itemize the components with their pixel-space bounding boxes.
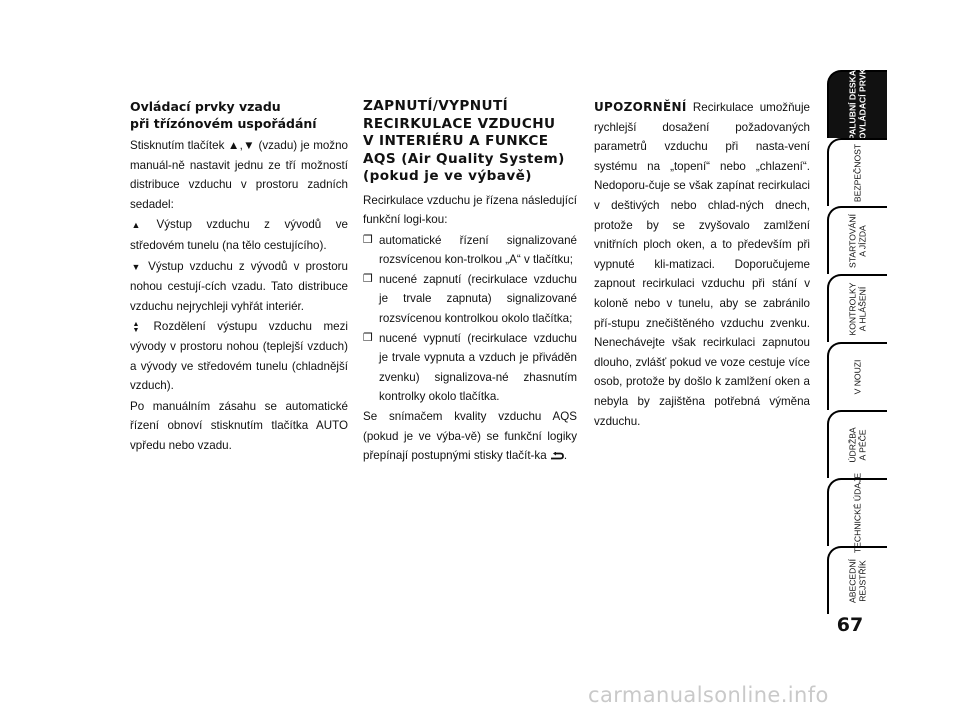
sidebar-tab-palubni-deska[interactable]	[827, 62, 887, 148]
recirculation-icon	[550, 452, 564, 460]
sidebar-tab-label: ÚDRŽBA A PÉČE	[847, 427, 867, 463]
down-option-paragraph	[130, 257, 348, 317]
column-rear-controls	[130, 98, 348, 457]
outro-text: Se snímačem kvality vzduchu AQS (pokud je ve výba-vě) se funkční logiky přepínají postupnými stisky tlačít-ka	[363, 410, 577, 463]
bullet-text: nucené vypnutí (recirkulace vzduchu je trvale vypnuta a vzduch je přiváděn zvenku) signalizova-né zhasnutím kontrolky okolo tlačítka.	[379, 331, 577, 404]
sidebar-tab-kontrolky[interactable]	[827, 274, 887, 342]
triangle-up-down-icon: ▲ ▼	[132, 321, 140, 335]
heading-line: při třízónovém uspořádání	[130, 116, 317, 131]
sidebar-tab-abecedni-rejstrik[interactable]	[827, 546, 887, 614]
warning-paragraph	[594, 98, 810, 431]
heading-line: RECIRKULACE VZDUCHU	[363, 115, 556, 132]
heading-line: ZAPNUTÍ/VYPNUTÍ	[363, 98, 509, 114]
checkbox-bullet-icon: ❒	[363, 233, 373, 246]
sidebar-tab-label: STARTOVÁNÍ A JÍZDA	[847, 214, 867, 268]
recirculation-heading	[363, 98, 577, 186]
heading-line: AQS (Air Quality System)	[363, 150, 565, 167]
bullet-text: nucené zapnutí (recirkulace vzduchu je trvale zapnuta) signalizované rozsvícenou kontrolkou okolo tlačítka;	[379, 272, 577, 326]
sidebar-tab-bezpecnost[interactable]	[827, 138, 887, 206]
sidebar-tab-label: BEZPEČNOST	[852, 143, 863, 203]
rear-controls-heading	[130, 98, 348, 132]
column-recirculation	[363, 98, 577, 467]
list-item	[363, 231, 577, 270]
down-option-text: Výstup vzduchu z vývodů v prostoru nohou cestují-cích vzadu. Tato distribuce vzduchu nejrychleji vyhřát interiér.	[130, 259, 348, 313]
warning-text: Recirkulace umožňuje rychlejší dosažení požadovaných parametrů vzduchu při nasta-vení systému na „topení“ nebo „chlazení“. Nedoporu-čuje se však zapínat recirkulaci v deštivých nebo chlad-ných dnech, protože by se zvyšovalo zamlžení vnitřních ploch oken, a to především při vypnuté kli-matizaci. Doporučujeme zapnout recirkulaci vzduchu při stání v koloně nebo v tunelu, aby se zabránilo pří-stupu znečištěného vzduchu zvenku. Nenechávejte však recirkulaci zapnutou dlouho, zvlášť pokud ve voze cestuje více osob, protože by došlo k zamlžení oken a nebyla by zajištěna potřebná výměna vzduchu.	[594, 101, 810, 428]
updown-option-text: Rozdělení výstupu vzduchu mezi vývody v prostoru nohou (teplejší vzduch) a vývody ve středovém tunelu (chladnější vzduch).	[130, 320, 348, 393]
checkbox-bullet-icon: ❒	[363, 331, 373, 344]
recirculation-intro: Recirkulace vzduchu je řízena následující funkční logi-kou:	[363, 193, 577, 227]
sidebar-tab-label: PALUBNÍ DESKA A OVLÁDACÍ PRVKY	[847, 62, 867, 148]
sidebar-tab-udrzba[interactable]	[827, 410, 887, 478]
list-item	[363, 329, 577, 407]
sidebar-tab-v-nouzi[interactable]	[827, 342, 887, 410]
sidebar-tab-startovani[interactable]	[827, 206, 887, 274]
checkbox-bullet-icon: ❒	[363, 272, 373, 285]
heading-line: (pokud je ve výbavě)	[363, 168, 532, 184]
recirculation-bullet-list	[363, 231, 577, 407]
column-warning	[594, 98, 810, 432]
triangle-down-icon: ▼	[131, 261, 141, 272]
watermark: carmanualsonline.info	[588, 683, 829, 707]
sidebar-tab-label: KONTROLKY A HLÁŠENÍ	[847, 282, 867, 336]
rear-controls-outro: Po manuálním zásahu se automatické řízení obnoví stisknutím tlačítka AUTO vpředu nebo vzadu.	[130, 399, 348, 452]
warning-label: UPOZORNĚNÍ	[594, 100, 687, 114]
recirculation-outro	[363, 407, 577, 466]
sidebar-tab-technicke-udaje[interactable]	[827, 472, 887, 554]
sidebar-tab-label: TECHNICKÉ ÚDAJE	[852, 472, 863, 554]
chapter-sidebar	[827, 62, 887, 630]
heading-line: Ovládací prvky vzadu	[130, 99, 281, 114]
sidebar-tab-label: V NOUZI	[852, 359, 863, 395]
page-number: 67	[836, 614, 864, 636]
rear-controls-intro: Stisknutím tlačítek ▲,▼ (vzadu) je možno manuál-ně nastavit jednu ze tří možností distribuce vzduchu v prostoru zadních sedadel:	[130, 139, 348, 211]
updown-option-paragraph	[130, 317, 348, 395]
outro-end: .	[563, 449, 568, 463]
sidebar-tab-label: ABECEDNÍ REJSTŘÍK	[847, 559, 867, 603]
heading-line: V INTERIÉRU A FUNKCE	[363, 133, 549, 149]
up-option-text: Výstup vzduchu z vývodů ve středovém tunelu (na tělo cestujícího).	[130, 218, 348, 252]
list-item	[363, 270, 577, 329]
up-option-paragraph	[130, 215, 348, 255]
triangle-up-icon: ▲	[131, 220, 141, 231]
bullet-text: automatické řízení signalizované rozsvícenou kon-trolkou „A“ v tlačítku;	[379, 233, 577, 267]
